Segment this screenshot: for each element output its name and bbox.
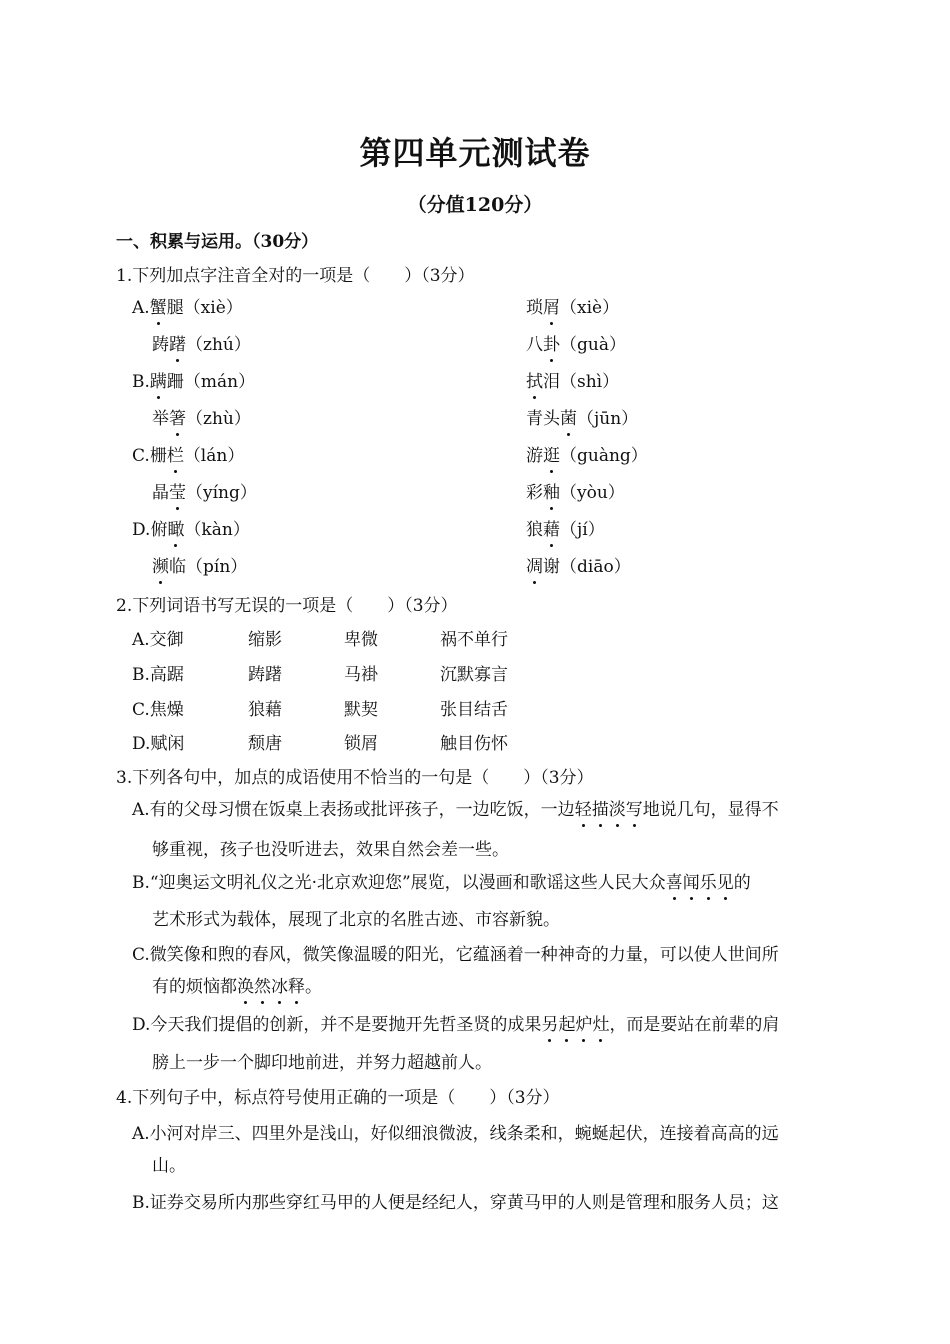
emphasis-char: 逛 bbox=[543, 446, 560, 466]
q1-option-c-left-2: 晶莹（yíng） bbox=[152, 483, 257, 503]
emphasis-char: 卦 bbox=[543, 335, 560, 355]
q1-option-d-left: D.俯瞰（kàn） bbox=[132, 520, 250, 540]
emphasis-char: 淡 bbox=[608, 800, 626, 820]
emphasis-char: 然 bbox=[254, 977, 271, 997]
q2-option-d-4: 触目伤怀 bbox=[440, 734, 508, 754]
emphasis-char: 蹒 bbox=[149, 372, 167, 392]
q2-option-a-3: 卑微 bbox=[344, 630, 378, 650]
emphasis-char: 蟹 bbox=[149, 298, 167, 318]
q1-option-c-right-2: 彩釉（yòu） bbox=[526, 483, 625, 503]
emphasis-char: 乐 bbox=[699, 873, 717, 893]
question-4-stem: 4.下列句子中，标点符号使用正确的一项是（ ）（3分） bbox=[116, 1088, 560, 1108]
q3-option-b-line-2: 艺术形式为载体，展现了北京的名胜古迹、市容新貌。 bbox=[152, 910, 560, 930]
q2-option-a-1: A.交御 bbox=[132, 630, 184, 650]
q2-option-c-3: 默契 bbox=[344, 700, 378, 720]
emphasis-char: 炉 bbox=[575, 1015, 593, 1035]
q1-option-d-right: 狼藉（jí） bbox=[526, 520, 605, 540]
page-title: 第四单元测试卷 bbox=[359, 134, 591, 172]
question-3-stem: 3.下列各句中，加点的成语使用不恰当的一句是（ ）（3分） bbox=[116, 768, 594, 788]
q4-option-a-line-2: 山。 bbox=[152, 1156, 186, 1176]
q3-option-a-line-2: 够重视，孩子也没听进去，效果自然会差一些。 bbox=[152, 840, 509, 860]
emphasis-phrase bbox=[237, 977, 305, 997]
emphasis-char: 轻 bbox=[574, 800, 592, 820]
emphasis-char: 箸 bbox=[169, 409, 186, 429]
q1-option-a-right: 琐屑（xiè） bbox=[526, 298, 620, 318]
q2-option-b-2: 踌躇 bbox=[248, 665, 282, 685]
emphasis-char: 另 bbox=[541, 1015, 559, 1035]
emphasis-char: 莹 bbox=[169, 483, 186, 503]
q3-option-d-line-1: D.今天我们提倡的创新，并不是要抛开先哲圣贤的成果另起炉灶，而是要站在前辈的肩 bbox=[132, 1015, 780, 1035]
emphasis-char: 釉 bbox=[543, 483, 560, 503]
q3-option-a-line-1: A.有的父母习惯在饭桌上表扬或批评孩子，一边吃饭，一边轻描淡写地说几句，显得不 bbox=[132, 800, 779, 820]
section-heading: 一、积累与运用。（30分） bbox=[116, 232, 319, 252]
q1-option-b-right-2: 青头菌（jūn） bbox=[526, 409, 639, 429]
q1-option-a-left-2: 踌躇（zhú） bbox=[152, 335, 251, 355]
q3-option-c-line-1: C.微笑像和煦的春风，微笑像温暖的阳光，它蕴涵着一种神奇的力量，可以使人世间所 bbox=[132, 945, 779, 965]
question-2-stem: 2.下列词语书写无误的一项是（ ）（3分） bbox=[116, 596, 458, 616]
emphasis-char: 冰 bbox=[271, 977, 288, 997]
q4-option-a-line-1: A.小河对岸三、四里外是浅山，好似细浪微波，线条柔和，蜿蜒起伏，连接着高高的远 bbox=[132, 1124, 779, 1144]
emphasis-char: 拭 bbox=[526, 372, 543, 392]
q1-option-d-left-2: 濒临（pín） bbox=[152, 557, 248, 577]
emphasis-char: 起 bbox=[558, 1015, 576, 1035]
q4-option-b-line-1: B.证券交易所内那些穿红马甲的人便是经纪人，穿黄马甲的人则是管理和服务人员；这 bbox=[132, 1193, 779, 1213]
emphasis-char: 灶 bbox=[592, 1015, 610, 1035]
q2-option-d-2: 颓唐 bbox=[248, 734, 282, 754]
q2-option-c-4: 张目结舌 bbox=[440, 700, 508, 720]
q2-option-a-2: 缩影 bbox=[248, 630, 282, 650]
emphasis-char: 涣 bbox=[237, 977, 254, 997]
q3-option-c-line-2: 有的烦恼都涣然冰释。 bbox=[152, 977, 322, 997]
q1-option-c-left: C.栅栏（lán） bbox=[132, 446, 245, 466]
emphasis-char: 写 bbox=[625, 800, 643, 820]
emphasis-char: 闻 bbox=[682, 873, 700, 893]
emphasis-char: 藉 bbox=[543, 520, 560, 540]
emphasis-char: 屑 bbox=[543, 298, 560, 318]
emphasis-char: 躇 bbox=[169, 335, 186, 355]
q2-option-c-2: 狼藉 bbox=[248, 700, 282, 720]
q1-option-b-left-2: 举箸（zhù） bbox=[152, 409, 251, 429]
q2-option-d-1: D.赋闲 bbox=[132, 734, 185, 754]
q1-option-b-right: 拭泪（shì） bbox=[526, 372, 620, 392]
q2-option-b-1: B.高踞 bbox=[132, 665, 184, 685]
q1-option-c-right: 游逛（guàng） bbox=[526, 446, 648, 466]
q1-option-a-left: A.蟹腿（xiè） bbox=[132, 298, 243, 318]
q2-option-d-3: 锁屑 bbox=[344, 734, 378, 754]
q2-option-b-3: 马褂 bbox=[344, 665, 378, 685]
emphasis-char: 描 bbox=[591, 800, 609, 820]
q2-option-a-4: 祸不单行 bbox=[440, 630, 508, 650]
emphasis-char: 凋 bbox=[526, 557, 543, 577]
emphasis-char: 濒 bbox=[152, 557, 169, 577]
q3-option-b-line-1: B.“迎奥运文明礼仪之光·北京欢迎您”展览，以漫画和歌谣这些人民大众喜闻乐见的 bbox=[132, 873, 751, 893]
emphasis-char: 见 bbox=[716, 873, 734, 893]
q2-option-b-4: 沉默寡言 bbox=[440, 665, 508, 685]
q2-option-c-1: C.焦燥 bbox=[132, 700, 184, 720]
emphasis-char: 喜 bbox=[665, 873, 683, 893]
emphasis-char: 菌 bbox=[560, 409, 577, 429]
q1-option-d-right-2: 凋谢（diāo） bbox=[526, 557, 631, 577]
emphasis-char: 释 bbox=[288, 977, 305, 997]
emphasis-phrase bbox=[666, 873, 734, 893]
page-subtitle: （分值120分） bbox=[407, 194, 543, 216]
emphasis-char: 栏 bbox=[166, 446, 184, 466]
q3-option-d-line-2: 膀上一步一个脚印地前进，并努力超越前人。 bbox=[152, 1053, 492, 1073]
emphasis-char: 瞰 bbox=[167, 520, 185, 540]
question-1-stem: 1.下列加点字注音全对的一项是（ ）（3分） bbox=[116, 266, 475, 286]
emphasis-phrase bbox=[575, 800, 643, 820]
q1-option-a-right-2: 八卦（guà） bbox=[526, 335, 626, 355]
q1-option-b-left: B.蹒跚（mán） bbox=[132, 372, 256, 392]
emphasis-phrase bbox=[541, 1015, 609, 1035]
